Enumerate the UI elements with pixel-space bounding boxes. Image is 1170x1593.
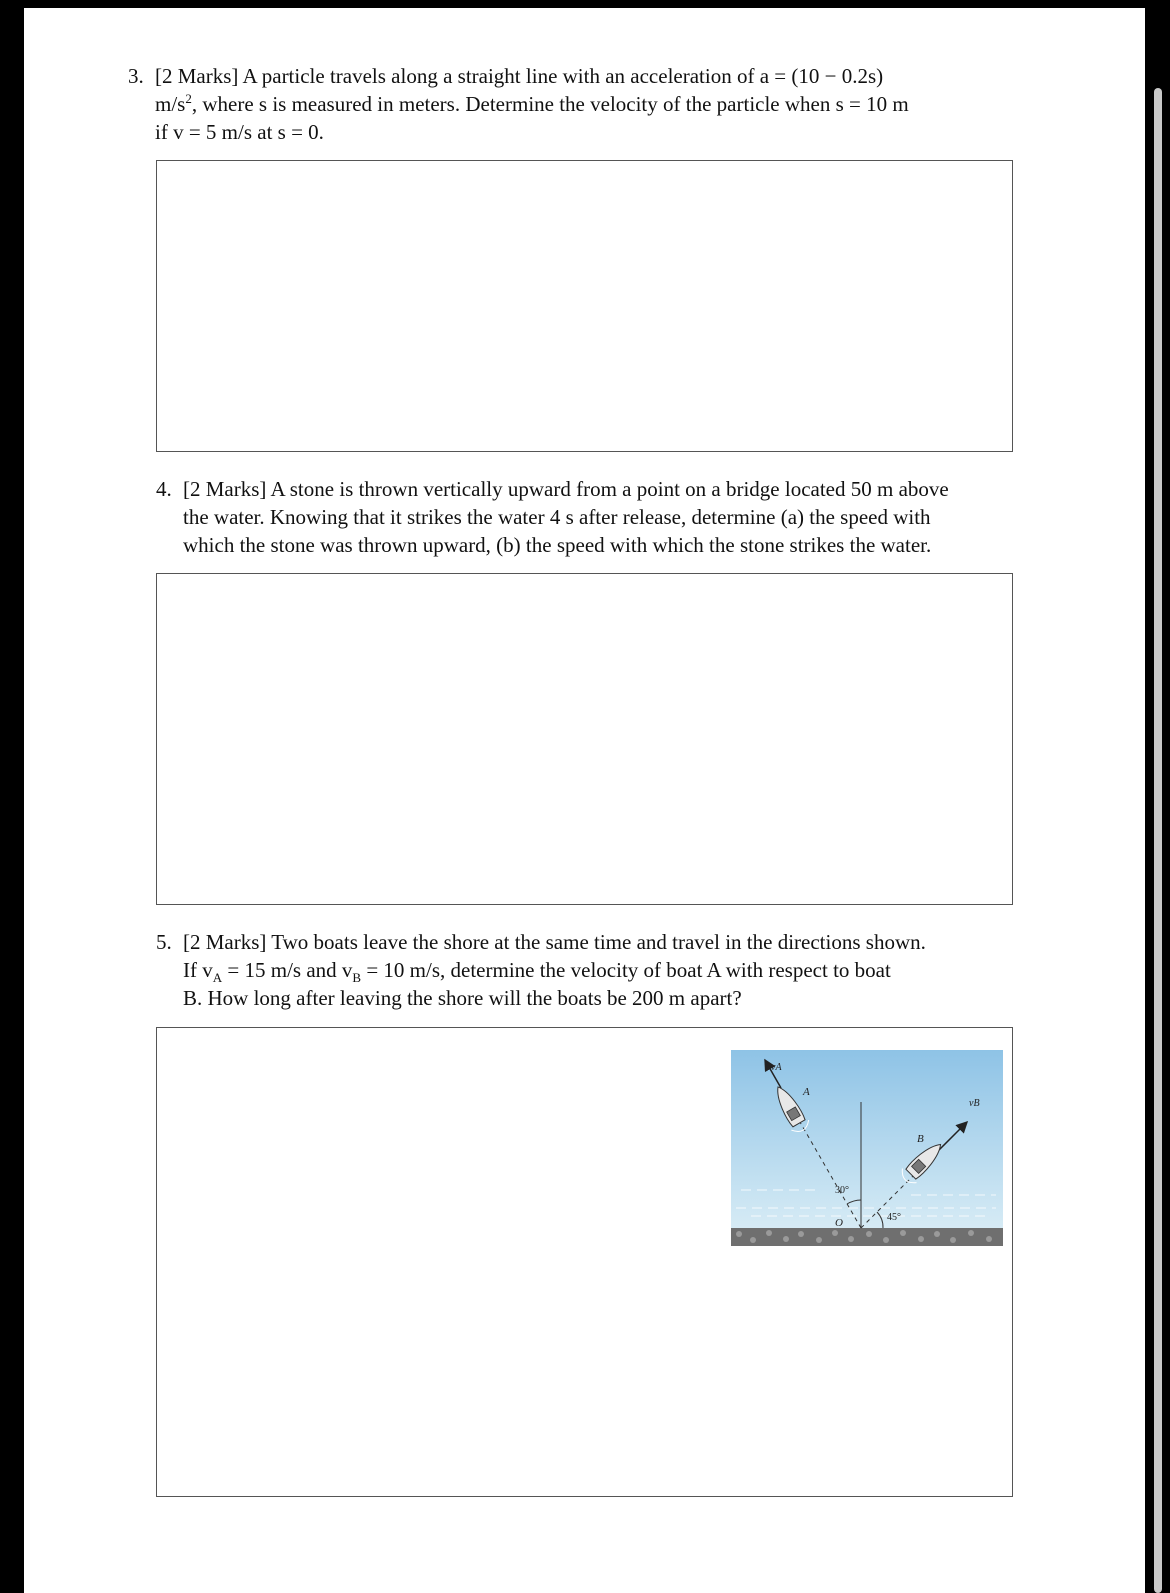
label-angle-30: 30° bbox=[835, 1185, 849, 1196]
shore bbox=[731, 1228, 1003, 1246]
question-4-line-3: which the stone was thrown upward, (b) the speed with which the stone strikes the water. bbox=[183, 533, 932, 557]
water-background bbox=[731, 1050, 1003, 1228]
question-3 bbox=[128, 62, 1012, 146]
question-4-line-2: the water. Knowing that it strikes the water 4 s after release, determine (a) the speed with bbox=[183, 505, 931, 529]
question-number: 3. bbox=[128, 64, 144, 88]
scrollbar[interactable] bbox=[1154, 88, 1162, 1593]
answer-box-4[interactable] bbox=[156, 573, 1013, 905]
question-4-line-1: [2 Marks] A stone is thrown vertically upward from a point on a bridge located 50 m above bbox=[183, 477, 949, 501]
label-vb: vB bbox=[969, 1098, 980, 1109]
question-number: 5. bbox=[156, 930, 172, 954]
question-3-line-3: if v = 5 m/s at s = 0. bbox=[155, 120, 324, 144]
question-5 bbox=[156, 928, 1016, 1012]
label-angle-45: 45° bbox=[887, 1212, 901, 1223]
label-o: O bbox=[835, 1217, 843, 1229]
question-3-line-2: $m/s^2$, where s is measured in meters. Determine the velocity of the particle when s = 10 m bbox=[155, 91, 909, 116]
question-3-line-1: [2 Marks] A particle travels along a straight line with an acceleration of a = (10 − 0.2s) bbox=[155, 64, 884, 88]
question-5-line-2: If $v_A = 15$ m/s and $v_B = 10$ m/s, determine the velocity of boat A with respect to boat bbox=[183, 958, 891, 986]
boats-figure bbox=[731, 1050, 1003, 1246]
question-5-line-1: [2 Marks] Two boats leave the shore at the same time and travel in the directions shown. bbox=[183, 930, 926, 954]
label-va: vA bbox=[771, 1062, 782, 1073]
question-4 bbox=[156, 475, 1016, 559]
answer-box-3[interactable] bbox=[156, 160, 1013, 452]
question-5-line-3: B. How long after leaving the shore will the boats be 200 m apart? bbox=[183, 986, 742, 1010]
label-b: B bbox=[917, 1133, 924, 1145]
label-a: A bbox=[803, 1086, 810, 1098]
question-number: 4. bbox=[156, 477, 172, 501]
